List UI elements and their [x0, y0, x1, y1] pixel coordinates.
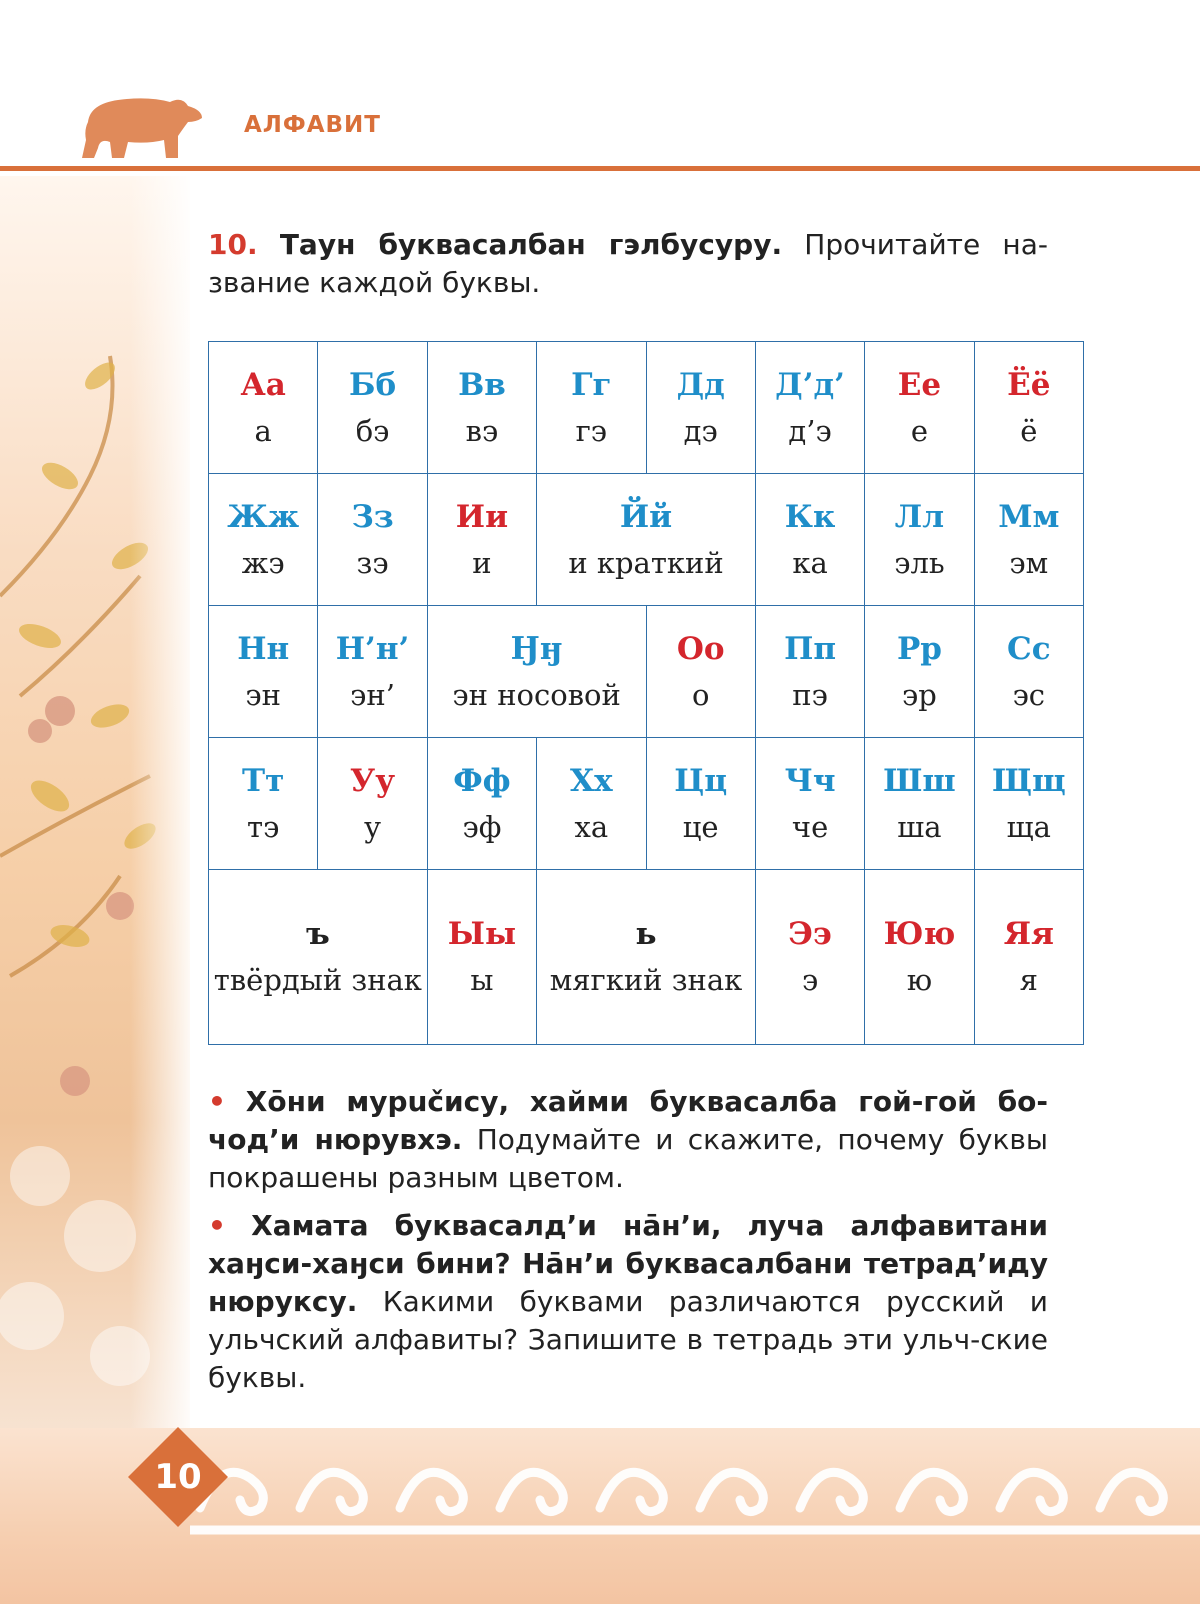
letter-name: эн носовой — [452, 677, 621, 712]
letter-cell — [974, 870, 1083, 1045]
letter-name: ша — [897, 809, 942, 844]
letter-name: д’э — [788, 413, 832, 448]
letter-glyph: Пп — [784, 630, 837, 667]
letter-name: ы — [470, 963, 494, 997]
letter-cell — [209, 474, 318, 606]
letter-cell — [755, 870, 864, 1045]
letter-glyph: Ии — [455, 498, 509, 535]
letter-glyph: Аа — [240, 366, 286, 403]
letter-name: зэ — [356, 545, 389, 580]
letter-cell — [537, 342, 646, 474]
letter-name: твёрдый знак — [213, 963, 422, 997]
letter-glyph: Шш — [883, 762, 956, 799]
letter-name: эр — [902, 677, 937, 712]
letter-cell — [974, 606, 1083, 738]
letter-glyph: Гг — [571, 366, 612, 403]
letter-glyph: Фф — [453, 762, 511, 799]
bullet-question-1 — [208, 1083, 1048, 1197]
letter-name: э — [801, 963, 819, 997]
letter-glyph: Жж — [227, 498, 300, 535]
letter-name: эс — [1012, 677, 1046, 712]
alphabet-row — [209, 738, 1084, 870]
letter-glyph: Н’н’ — [335, 630, 410, 667]
letter-cell — [427, 342, 536, 474]
letter-name: жэ — [241, 545, 285, 580]
bullet-marker: • — [208, 1085, 226, 1118]
letter-name: дэ — [683, 413, 718, 448]
letter-name: мягкий знак — [549, 963, 743, 997]
letter-name: ща — [1006, 809, 1051, 844]
letter-cell — [209, 738, 318, 870]
header-rule — [0, 166, 1200, 171]
bullet1-russian-text: Подумайте и скажите, почему буквы покрашены разным цветом. — [208, 1123, 1048, 1194]
letter-name: эн — [245, 677, 281, 712]
letter-cell — [865, 342, 974, 474]
letter-name: гэ — [575, 413, 608, 448]
letter-cell — [427, 606, 646, 738]
letter-cell — [646, 342, 755, 474]
letter-glyph: Ыы — [447, 916, 517, 952]
letter-glyph: ь — [635, 916, 657, 952]
letter-glyph: Тт — [242, 762, 285, 799]
letter-name: вэ — [465, 413, 499, 448]
letter-name: у — [364, 809, 382, 844]
letter-glyph: Зз — [351, 498, 394, 535]
bear-icon — [78, 92, 204, 162]
letter-cell — [646, 738, 755, 870]
letter-glyph: Нн — [237, 630, 290, 667]
letter-glyph: Ӈӈ — [510, 630, 563, 667]
letter-name: пэ — [792, 677, 828, 712]
letter-glyph: Кк — [784, 498, 836, 535]
letter-glyph: Юю — [883, 916, 956, 952]
letter-cell — [427, 738, 536, 870]
letter-name: ё — [1020, 413, 1038, 448]
letter-name: я — [1019, 963, 1038, 997]
letter-glyph: Мм — [998, 498, 1060, 535]
letter-glyph: Дд — [676, 366, 725, 403]
letter-glyph: Вв — [458, 366, 506, 403]
letter-name: че — [791, 809, 829, 844]
letter-name: тэ — [247, 809, 280, 844]
task-ulchi-text: Таун буквасалбан гэлбусуру. — [279, 228, 783, 261]
letter-name: це — [682, 809, 719, 844]
letter-cell — [865, 606, 974, 738]
letter-glyph: Цц — [674, 762, 728, 799]
alphabet-row — [209, 474, 1084, 606]
letter-glyph: Хх — [570, 762, 613, 799]
bullet2-ulchi-text: Хамата буквасалд’и на̄н’и, луча алфавитани хаӈси-хаӈси бини? На̄н’и буквасалбани тетрад’иду нюруксу. — [208, 1209, 1048, 1318]
alphabet-table — [208, 341, 1084, 1045]
letter-name: эль — [894, 545, 945, 580]
decorative-berry-branch-illustration — [0, 176, 190, 1436]
alphabet-row — [209, 342, 1084, 474]
letter-glyph: Йй — [619, 498, 673, 535]
letter-name: ка — [792, 545, 828, 580]
alphabet-row — [209, 606, 1084, 738]
page-number: 10 — [154, 1457, 202, 1497]
bullet1-ulchi-text: Хо̄ни мурučису, хайми буквасалба гой-гой бо-чод’и нюрувхэ. — [208, 1085, 1048, 1156]
letter-name: ха — [574, 809, 609, 844]
letter-name: а — [254, 413, 272, 448]
letter-glyph: Бб — [348, 366, 397, 403]
letter-cell — [318, 474, 427, 606]
letter-cell — [755, 474, 864, 606]
letter-cell — [209, 606, 318, 738]
alphabet-row — [209, 870, 1084, 1045]
letter-name: эф — [462, 809, 502, 844]
letter-glyph: Чч — [784, 762, 836, 799]
letter-name: и краткий — [568, 545, 724, 580]
letter-glyph: Яя — [1003, 916, 1054, 952]
letter-cell — [537, 738, 646, 870]
letter-glyph: Лл — [894, 498, 945, 535]
letter-cell — [646, 606, 755, 738]
letter-glyph: Уу — [350, 762, 396, 799]
letter-cell — [755, 342, 864, 474]
letter-cell — [427, 870, 536, 1045]
letter-name: о — [691, 677, 710, 712]
letter-cell — [318, 738, 427, 870]
bullet2-russian-text: Какими буквами различаются русский и ульчский алфавиты? Запишите в тетрадь эти ульч-ские буквы. — [208, 1285, 1049, 1394]
letter-name: и — [472, 545, 492, 580]
letter-glyph: Оо — [676, 630, 725, 667]
letter-name: бэ — [355, 413, 390, 448]
letter-cell — [537, 870, 756, 1045]
letter-cell — [537, 474, 756, 606]
letter-glyph: Сс — [1007, 630, 1051, 667]
letter-cell — [755, 738, 864, 870]
bullet-question-2 — [208, 1207, 1048, 1397]
letter-name: эн’ — [350, 677, 395, 712]
section-title: АЛФАВИТ — [244, 112, 381, 138]
bullet-marker: • — [208, 1209, 226, 1242]
task-number: 10. — [208, 228, 258, 261]
letter-cell — [209, 342, 318, 474]
letter-cell — [865, 870, 974, 1045]
letter-name: эм — [1009, 545, 1049, 580]
letter-glyph: ъ — [305, 916, 330, 952]
letter-cell — [318, 606, 427, 738]
letter-cell — [209, 870, 428, 1045]
letter-glyph: Щщ — [992, 762, 1066, 799]
letter-glyph: Рр — [896, 630, 942, 667]
letter-name: е — [910, 413, 929, 448]
task-russian-text: Прочитайте на-звание каждой буквы. — [208, 228, 1048, 299]
letter-cell — [974, 474, 1083, 606]
ornament-border-icon — [190, 1438, 1200, 1538]
letter-cell — [755, 606, 864, 738]
task-10-instruction — [208, 226, 1048, 302]
letter-cell — [865, 474, 974, 606]
letter-cell — [318, 342, 427, 474]
letter-glyph: Ёё — [1007, 366, 1051, 403]
letter-cell — [974, 342, 1083, 474]
letter-name: ю — [906, 963, 933, 997]
letter-glyph: Ее — [897, 366, 942, 403]
letter-cell — [427, 474, 536, 606]
letter-glyph: Ээ — [788, 916, 832, 952]
letter-cell — [974, 738, 1083, 870]
letter-glyph: Д’д’ — [775, 366, 845, 403]
letter-cell — [865, 738, 974, 870]
